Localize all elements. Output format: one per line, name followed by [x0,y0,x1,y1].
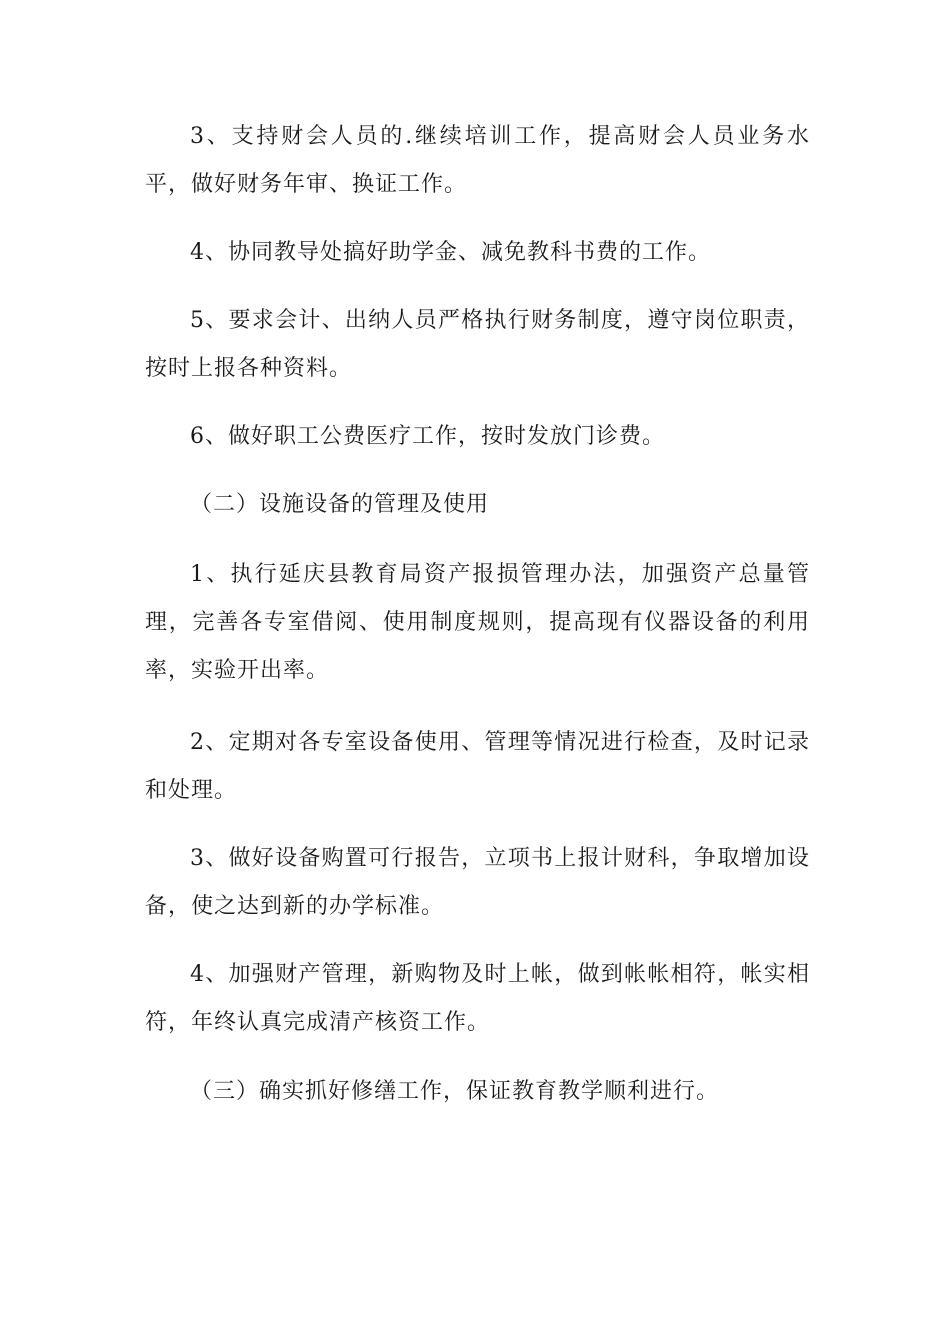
paragraph-asset-management: 1、执行延庆县教育局资产报损管理办法，加强资产总量管理，完善各专室借阅、使用制度规则，提高现有仪器设备的利用率，实验开出率。 [145,562,810,683]
paragraph-financial-rules: 5、要求会计、出纳人员严格执行财务制度，遵守岗位职责，按时上报各种资料。 [145,308,810,381]
paragraph-medical-fees: 6、做好职工公费医疗工作，按时发放门诊费。 [190,424,665,449]
paragraph-equipment-inspection: 2、定期对各专室设备使用、管理等情况进行检查，及时记录和处理。 [145,730,810,803]
paragraph-finance-training: 3、支持财会人员的.继续培训工作，提高财会人员业务水平，做好财务年审、换证工作。 [145,124,810,197]
paragraph-equipment-purchase: 3、做好设备购置可行报告，立项书上报计财科，争取增加设备，使之达到新的办学标准。 [145,846,810,919]
paragraph-property-management: 4、加强财产管理，新购物及时上帐，做到帐帐相符，帐实相符，年终认真完成清产核资工作。 [145,962,810,1035]
section-heading-facilities: （二）设施设备的管理及使用 [190,492,490,517]
section-heading-repairs: （三）确实抓好修缮工作，保证教育教学顺利进行。 [190,1079,720,1104]
paragraph-student-aid: 4、协同教导处搞好助学金、减免教科书费的工作。 [190,240,711,265]
